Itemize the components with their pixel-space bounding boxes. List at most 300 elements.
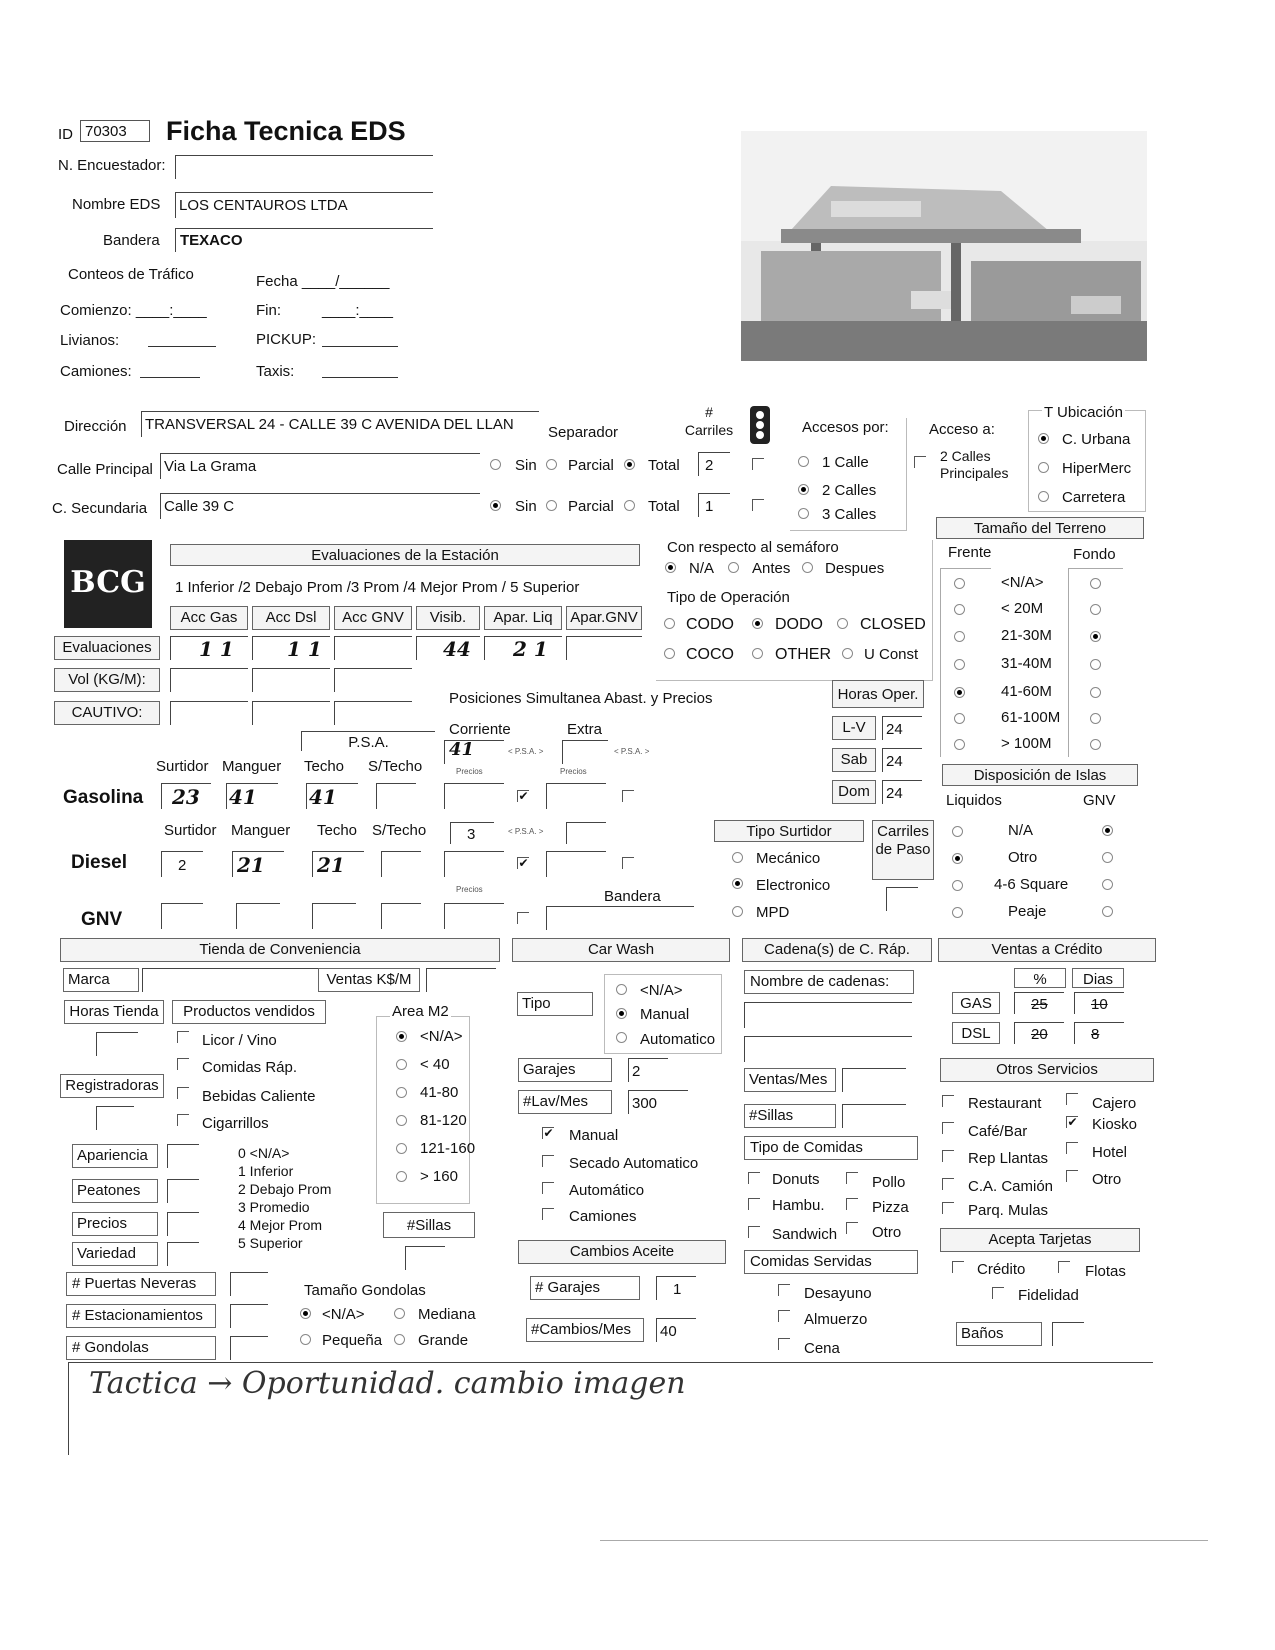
col-acc-gas: Acc Gas: [170, 606, 248, 630]
terreno-option-2: 21-30M: [1001, 627, 1052, 644]
producto-label-3: Cigarrillos: [202, 1115, 269, 1132]
diesel-techo-label: Techo: [317, 822, 358, 839]
aceite-garajes-value: 1: [673, 1281, 682, 1298]
eval-acc-gas[interactable]: [170, 636, 248, 660]
parq-mulas-check[interactable]: [942, 1202, 954, 1214]
cautivo-acc-gnv[interactable]: [334, 701, 412, 725]
islas-option-2: 4-6 Square: [994, 876, 1069, 893]
diesel-psa-field[interactable]: [444, 851, 504, 877]
secundaria-carriles-field[interactable]: [698, 493, 730, 517]
credito-header: Ventas a Crédito: [938, 938, 1156, 962]
fondo-radio-0[interactable]: [1090, 578, 1101, 589]
acceso-3calles-radio[interactable]: [798, 508, 809, 519]
semaforo-na-label: N/A: [689, 560, 715, 577]
gas-extra-field[interactable]: [562, 740, 608, 764]
calle-secundaria-value: Calle 39 C: [164, 498, 235, 515]
desayuno-label: Desayuno: [804, 1285, 872, 1302]
urbana-radio[interactable]: [1038, 433, 1049, 444]
cw-manual-check[interactable]: ✔: [543, 1126, 554, 1140]
producto-label-0: Licor / Vino: [202, 1032, 277, 1049]
variedad-field[interactable]: [167, 1242, 199, 1266]
area-radio-5[interactable]: [396, 1171, 407, 1182]
gas-techo-value: 41: [309, 785, 337, 809]
gas-psa-check[interactable]: ✔: [518, 789, 529, 803]
frente-radio-4[interactable]: [954, 687, 965, 698]
gas-stecho-label: S/Techo: [368, 758, 423, 775]
precios-label: Precios: [72, 1212, 158, 1236]
livianos-field[interactable]: [148, 346, 216, 347]
hambu-check[interactable]: [748, 1198, 760, 1210]
horas-tienda-field[interactable]: [96, 1032, 138, 1056]
islas-header: Disposición de Islas: [942, 764, 1138, 786]
nombre-eds-value: LOS CENTAUROS LTDA: [179, 197, 348, 214]
gnv-manguera-field[interactable]: [236, 903, 280, 929]
gas-manguera-label: Manguer: [222, 758, 282, 775]
sab-field[interactable]: [882, 748, 922, 772]
parq-mulas-label: Parq. Mulas: [968, 1202, 1049, 1219]
producto-check-3[interactable]: [177, 1114, 189, 1126]
col-visib: Visib.: [416, 606, 480, 630]
islas-gnv-radio-1[interactable]: [1102, 852, 1113, 863]
gas-extra-check[interactable]: [622, 790, 634, 802]
eval-acc-gnv[interactable]: [334, 636, 412, 660]
gas-pct-field[interactable]: [1014, 992, 1064, 1014]
semaforo-despues-label: Despues: [825, 560, 885, 577]
servicios-header: Otros Servicios: [940, 1058, 1154, 1082]
ventas-tienda-field[interactable]: [426, 968, 496, 992]
sab-value: 24: [886, 753, 903, 770]
frente-radio-3[interactable]: [954, 659, 965, 670]
camiones-label: Camiones:: [60, 363, 132, 380]
banos-label: Baños: [956, 1322, 1042, 1346]
area-title: Area M2: [392, 1003, 449, 1020]
cena-check[interactable]: [778, 1338, 790, 1350]
gas-corriente-value: 41: [449, 739, 475, 760]
fondo-radio-1[interactable]: [1090, 604, 1101, 615]
bcg-logo: BCG: [64, 540, 152, 628]
encuestador-label: N. Encuestador:: [58, 157, 166, 174]
nombre-cadenas-field-1[interactable]: [744, 1002, 912, 1028]
taxis-label: Taxis:: [256, 363, 295, 380]
frente-radio-1[interactable]: [954, 604, 965, 615]
psa-header-label: P.S.A.: [348, 734, 389, 751]
tienda-sillas-field[interactable]: [405, 1246, 445, 1270]
area-radio-0[interactable]: [396, 1031, 407, 1042]
id-label: ID: [58, 126, 73, 143]
gondolas-mediana-radio[interactable]: [394, 1308, 405, 1319]
tam-gondolas-title: Tamaño Gondolas: [304, 1282, 426, 1299]
carriles-paso-label: Carriles de Paso: [872, 820, 934, 880]
acceso-2calles-label: 2 Calles: [822, 482, 877, 499]
escala-2: 2 Debajo Prom: [238, 1181, 332, 1197]
gondolas-field[interactable]: [230, 1336, 268, 1360]
gnv-techo-field[interactable]: [312, 903, 356, 929]
marca-field[interactable]: [142, 968, 318, 992]
id-field[interactable]: 70303: [80, 120, 150, 142]
credito-card-check[interactable]: [952, 1261, 964, 1273]
tarjetas-header: Acepta Tarjetas: [940, 1228, 1140, 1252]
bandera-label: Bandera: [103, 232, 160, 249]
principal-parcial-radio[interactable]: [546, 459, 557, 470]
livianos-label: Livianos:: [60, 332, 120, 349]
diesel-techo-field[interactable]: [312, 851, 364, 877]
ca-camion-check[interactable]: [942, 1178, 954, 1190]
semaforo-despues-radio[interactable]: [802, 562, 813, 573]
lav-mes-field[interactable]: [628, 1090, 688, 1114]
peatones-field[interactable]: [167, 1179, 199, 1203]
dsl-credito-label: DSL: [952, 1022, 1000, 1044]
area-radio-2[interactable]: [396, 1087, 407, 1098]
dodo-radio[interactable]: [752, 618, 763, 629]
eval-apar-gnv[interactable]: [566, 636, 642, 660]
aceite-header: Cambios Aceite: [518, 1240, 726, 1264]
dsl-dias-value: 8: [1091, 1026, 1100, 1043]
cw-auto-label: Automático: [569, 1182, 645, 1199]
taxis-field[interactable]: [322, 377, 398, 378]
diesel-psa-check[interactable]: ✔: [518, 856, 529, 870]
gas-surtidor-label: Surtidor: [156, 758, 209, 775]
pickup-field[interactable]: [322, 346, 398, 347]
secundaria-semaforo-check[interactable]: [752, 499, 764, 511]
gas-dias-value: 10: [1091, 996, 1108, 1013]
ubicacion-title: T Ubicación: [1044, 404, 1123, 421]
cafe-check[interactable]: [942, 1122, 954, 1134]
gnv-stecho-field[interactable]: [381, 903, 421, 929]
donuts-check[interactable]: [748, 1172, 760, 1184]
uconst-radio[interactable]: [842, 648, 853, 659]
cautivo-acc-dsl[interactable]: [252, 701, 330, 725]
calle-secundaria-field[interactable]: [160, 493, 480, 519]
cautivo-acc-gas[interactable]: [170, 701, 248, 725]
page-title: Ficha Tecnica EDS: [166, 116, 406, 146]
area-option-2: 41-80: [420, 1084, 459, 1101]
dom-value: 24: [886, 785, 903, 802]
desayuno-check[interactable]: [778, 1284, 790, 1296]
hambu-label: Hambu.: [772, 1197, 825, 1214]
cafe-label: Café/Bar: [968, 1123, 1028, 1140]
dos-calles-check[interactable]: [914, 456, 926, 468]
principal-parcial-label: Parcial: [568, 457, 614, 474]
apariencia-label: Apariencia: [72, 1144, 158, 1168]
gas-dias-field[interactable]: [1074, 992, 1124, 1014]
diesel-extra-psa-field[interactable]: [546, 851, 606, 877]
frente-radio-2[interactable]: [954, 631, 965, 642]
lv-field[interactable]: [882, 716, 922, 740]
kiosko-check[interactable]: ✔: [1067, 1115, 1078, 1129]
gas-station-photo: [741, 131, 1147, 361]
nombre-cadenas-label: Nombre de cadenas:: [744, 970, 914, 994]
islas-liquidos-radio-2[interactable]: [952, 880, 963, 891]
direccion-field[interactable]: [141, 411, 539, 437]
variedad-label: Variedad: [72, 1242, 158, 1266]
notes-text: Tactica → Oportunidad. cambio imagen: [89, 1366, 686, 1401]
islas-liquidos-radio-3[interactable]: [952, 907, 963, 918]
col-apar-liq: Apar. Liq: [484, 606, 562, 630]
extra-label: Extra: [567, 721, 603, 738]
fidelidad-label: Fidelidad: [1018, 1287, 1079, 1304]
carwash-automatico-radio[interactable]: [616, 1032, 627, 1043]
banos-field[interactable]: [1052, 1322, 1084, 1346]
coco-radio[interactable]: [664, 648, 675, 659]
gas-techo-field[interactable]: [306, 783, 358, 809]
area-option-3: 81-120: [420, 1112, 467, 1129]
col-acc-gnv: Acc GNV: [334, 606, 412, 630]
marca-label: Marca: [63, 968, 139, 992]
area-radio-3[interactable]: [396, 1115, 407, 1126]
fondo-radio-3[interactable]: [1090, 659, 1101, 670]
frente-radio-0[interactable]: [954, 578, 965, 589]
mpd-radio[interactable]: [732, 906, 743, 917]
tienda-sillas-label: #Sillas: [383, 1212, 475, 1238]
diesel-stecho-label: S/Techo: [372, 822, 427, 839]
cajero-check[interactable]: [1066, 1093, 1078, 1105]
gas-extra-psa-field[interactable]: [546, 783, 606, 809]
apariencia-field[interactable]: [167, 1144, 199, 1168]
cw-secado-check[interactable]: [542, 1155, 554, 1167]
diesel-extra-check[interactable]: [622, 857, 634, 869]
gondolas-mediana-label: Mediana: [418, 1306, 476, 1323]
carwash-manual-radio[interactable]: [616, 1008, 627, 1019]
puertas-label: # Puertas Neveras: [66, 1272, 216, 1296]
secundaria-total-radio[interactable]: [624, 500, 635, 511]
almuerzo-check[interactable]: [778, 1310, 790, 1322]
urbana-label: C. Urbana: [1062, 431, 1131, 448]
terreno-option-6: > 100M: [1001, 735, 1052, 752]
dsl-dias-field[interactable]: [1074, 1022, 1124, 1044]
secundaria-carriles-value: 1: [705, 498, 714, 515]
acceso-1calle-label: 1 Calle: [822, 454, 869, 471]
carwash-manual-label: Manual: [640, 1006, 690, 1023]
hotel-check[interactable]: [1066, 1142, 1078, 1154]
gas-precios-1: Precios: [456, 767, 483, 776]
fondo-radio-4[interactable]: [1090, 687, 1101, 698]
diesel-extra-count[interactable]: [566, 822, 606, 844]
pollo-check[interactable]: [846, 1172, 858, 1184]
col-acc-dsl: Acc Dsl: [252, 606, 330, 630]
acceso-3calles-label: 3 Calles: [822, 506, 877, 523]
diesel-precios: Precios: [456, 885, 483, 894]
evaluaciones-header: Evaluaciones de la Estación: [170, 544, 640, 566]
gnv-psa-check[interactable]: [517, 912, 529, 924]
gnv-psa-field[interactable]: [444, 903, 504, 929]
principal-carriles-field[interactable]: [698, 452, 730, 476]
nombre-eds-label: Nombre EDS: [72, 196, 161, 213]
encuestador-field[interactable]: [175, 155, 433, 179]
producto-label-1: Comidas Ráp.: [202, 1059, 298, 1076]
fin-blank: ____:____: [322, 302, 393, 319]
diesel-stecho-field[interactable]: [381, 851, 421, 877]
eval-acc-dsl[interactable]: [252, 636, 330, 660]
carretera-radio[interactable]: [1038, 491, 1049, 502]
terreno-option-0: <N/A>: [1001, 574, 1044, 591]
aceite-garajes-field[interactable]: [656, 1276, 696, 1300]
otro-servicio-check[interactable]: [1066, 1170, 1078, 1182]
horas-tienda-label: Horas Tienda: [64, 1000, 164, 1024]
flotas-label: Flotas: [1085, 1263, 1126, 1280]
acceso-1calle-radio[interactable]: [798, 456, 809, 467]
dom-field[interactable]: [882, 780, 922, 804]
carwash-garajes-label: Garajes: [518, 1058, 612, 1082]
restaurant-check[interactable]: [942, 1095, 954, 1107]
secundaria-parcial-radio[interactable]: [546, 500, 557, 511]
principal-semaforo-check[interactable]: [752, 458, 764, 470]
semaforo-na-radio[interactable]: [665, 562, 676, 573]
principal-sin-label: Sin: [515, 457, 537, 474]
semaforo-title: Con respecto al semáforo: [667, 539, 839, 556]
islas-gnv-radio-2[interactable]: [1102, 879, 1113, 890]
gas-stecho-field[interactable]: [376, 783, 416, 809]
cw-camiones-check[interactable]: [542, 1208, 554, 1220]
principal-sin-radio[interactable]: [490, 459, 501, 470]
otro-comida-check[interactable]: [846, 1222, 858, 1234]
acceso-2calles-radio[interactable]: [798, 484, 809, 495]
frente-radio-5[interactable]: [954, 713, 965, 724]
pct-header: %: [1014, 968, 1066, 988]
restaurant-label: Restaurant: [968, 1095, 1042, 1112]
vol-acc-gas[interactable]: [170, 668, 248, 692]
vol-acc-dsl[interactable]: [252, 668, 330, 692]
eval-apar-liq[interactable]: [484, 636, 562, 660]
dsl-pct-value: 20: [1031, 1026, 1048, 1043]
fondo-radio-2[interactable]: [1090, 631, 1101, 642]
gas-psa-field[interactable]: [444, 783, 504, 809]
registradoras-field[interactable]: [96, 1106, 134, 1130]
nombre-cadenas-field-2[interactable]: [744, 1036, 912, 1062]
secundaria-total-label: Total: [648, 498, 680, 515]
coco-label: COCO: [686, 646, 734, 663]
kiosko-label: Kiosko: [1092, 1116, 1138, 1133]
tienda-header: Tienda de Conveniencia: [60, 938, 500, 962]
area-radio-4[interactable]: [396, 1143, 407, 1154]
gnv-surtidor-field[interactable]: [161, 903, 203, 929]
principal-total-radio[interactable]: [624, 459, 635, 470]
islas-gnv-radio-3[interactable]: [1102, 906, 1113, 917]
hipermerc-label: HiperMerc: [1062, 460, 1132, 477]
mecanico-radio[interactable]: [732, 852, 743, 863]
fondo-label: Fondo: [1073, 546, 1116, 563]
gondolas-label: # Gondolas: [66, 1336, 216, 1360]
terreno-option-3: 31-40M: [1001, 655, 1052, 672]
diesel-psa-count[interactable]: [450, 822, 494, 844]
area-radio-1[interactable]: [396, 1059, 407, 1070]
islas-option-3: Peaje: [1008, 903, 1047, 920]
carriles-paso-field[interactable]: [886, 887, 918, 911]
carwash-garajes-field[interactable]: [628, 1058, 668, 1082]
fondo-radio-5[interactable]: [1090, 713, 1101, 724]
pizza-check[interactable]: [846, 1198, 858, 1210]
islas-liquidos-radio-0[interactable]: [952, 826, 963, 837]
gondolas-na-radio[interactable]: [300, 1308, 311, 1319]
gas-surtidor-field[interactable]: [161, 783, 211, 809]
flotas-check[interactable]: [1058, 1261, 1070, 1273]
estacionamientos-field[interactable]: [230, 1304, 268, 1328]
producto-check-2[interactable]: [177, 1087, 189, 1099]
gas-corriente-field[interactable]: [444, 740, 504, 764]
camiones-field[interactable]: [140, 377, 200, 378]
electronico-radio[interactable]: [732, 878, 743, 889]
puertas-field[interactable]: [230, 1272, 268, 1296]
terreno-option-5: 61-100M: [1001, 709, 1061, 726]
bandera-field[interactable]: [175, 228, 433, 252]
peatones-label: Peatones: [72, 1179, 158, 1203]
dsl-pct-field[interactable]: [1014, 1022, 1064, 1044]
calle-principal-field[interactable]: [160, 453, 480, 479]
closed-radio[interactable]: [837, 618, 848, 629]
almuerzo-label: Almuerzo: [804, 1311, 868, 1328]
secundaria-sin-radio[interactable]: [490, 500, 501, 511]
escala-0: 0 <N/A>: [238, 1145, 290, 1161]
cadena-sillas-field[interactable]: [842, 1104, 906, 1128]
carwash-header: Car Wash: [512, 938, 730, 962]
islas-gnv-radio-0[interactable]: [1102, 825, 1113, 836]
producto-label-2: Bebidas Caliente: [202, 1088, 316, 1105]
cw-camiones-label: Camiones: [569, 1208, 637, 1225]
carwash-na-radio[interactable]: [616, 984, 627, 995]
notes-area[interactable]: [68, 1362, 1153, 1455]
frente-radio-6[interactable]: [954, 739, 965, 750]
gnv-bandera-field[interactable]: [546, 906, 694, 930]
hipermerc-radio[interactable]: [1038, 462, 1049, 473]
cw-auto-check[interactable]: [542, 1182, 554, 1194]
cadena-ventas-field[interactable]: [842, 1068, 906, 1092]
fidelidad-check[interactable]: [992, 1287, 1004, 1299]
fin-label: Fin:: [256, 302, 282, 319]
dias-header: Dias: [1072, 968, 1124, 988]
gondolas-na-label: <N/A>: [322, 1306, 365, 1323]
area-option-5: > 160: [420, 1168, 458, 1185]
cambios-mes-label: #Cambios/Mes: [526, 1318, 644, 1342]
vol-acc-gnv[interactable]: [334, 668, 412, 692]
donuts-label: Donuts: [772, 1171, 820, 1188]
psa-header: [301, 731, 435, 751]
islas-liquidos-radio-1[interactable]: [952, 853, 963, 864]
cambios-mes-field[interactable]: [656, 1318, 696, 1342]
cw-manual-label: Manual: [569, 1127, 619, 1144]
cena-label: Cena: [804, 1340, 840, 1357]
producto-check-1[interactable]: [177, 1058, 189, 1070]
gas-psa-1: < P.S.A. >: [508, 747, 544, 756]
eval-visib[interactable]: [416, 636, 480, 660]
sandwich-check[interactable]: [748, 1226, 760, 1238]
principal-carriles-value: 2: [705, 457, 714, 474]
producto-check-0[interactable]: [177, 1031, 189, 1043]
separador-label: Separador: [548, 424, 619, 441]
pickup-label: PICKUP:: [256, 331, 317, 348]
diesel-manguera-field[interactable]: [232, 851, 284, 877]
direccion-label: Dirección: [64, 418, 127, 435]
comidas-servidas-label: Comidas Servidas: [744, 1250, 918, 1274]
gondolas-pequena-radio[interactable]: [300, 1334, 311, 1345]
diesel-surtidor-value: 2: [178, 857, 187, 874]
other-radio[interactable]: [752, 648, 763, 659]
precios-field[interactable]: [167, 1212, 199, 1236]
semaforo-antes-radio[interactable]: [728, 562, 739, 573]
gas-surtidor-value: 23: [172, 785, 200, 809]
horas-header: Horas Oper.: [832, 680, 924, 708]
nombre-eds-field[interactable]: [175, 192, 433, 218]
codo-radio[interactable]: [664, 618, 675, 629]
escala-1: 1 Inferior: [238, 1163, 294, 1179]
aceite-garajes-label: # Garajes: [530, 1276, 640, 1300]
bandera-value: TEXACO: [180, 232, 243, 249]
rep-llantas-check[interactable]: [942, 1150, 954, 1162]
fondo-radio-6[interactable]: [1090, 739, 1101, 750]
gas-manguera-field[interactable]: [226, 783, 278, 809]
area-option-1: < 40: [420, 1056, 450, 1073]
diesel-surtidor-field[interactable]: [161, 851, 203, 877]
gondolas-grande-radio[interactable]: [394, 1334, 405, 1345]
carriles-label: # Carriles: [684, 404, 734, 438]
